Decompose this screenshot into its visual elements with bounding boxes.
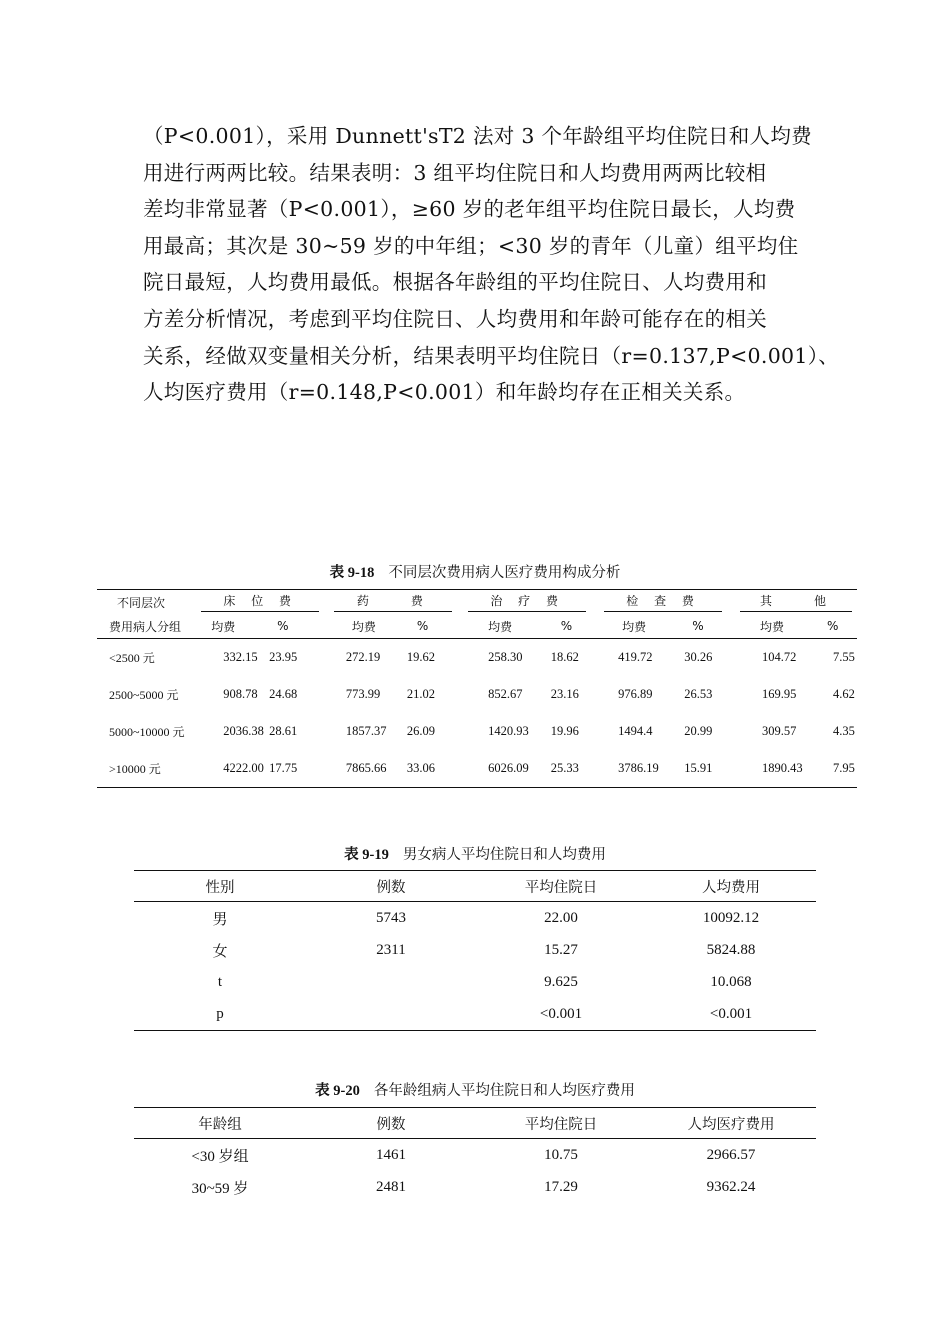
cell-avg-cost: 852.67 (488, 687, 523, 701)
table-cell: 22.00 (544, 909, 578, 926)
sub-header-pct: % (399, 614, 468, 639)
paragraph-line: 用进行两两比较。结果表明：3 组平均住院日和人均费用两两比较相 (143, 160, 767, 185)
cell-percent: 7.55 (833, 650, 855, 664)
cell-avg-cost: 1857.37 (345, 724, 387, 738)
sub-header-pct: % (680, 614, 740, 639)
table-cell: 15.27 (544, 941, 578, 958)
table-20-header-row (134, 1108, 816, 1139)
table-cell: 10092.12 (702, 909, 760, 926)
cell-percent: 24.68 (269, 687, 298, 701)
cell-avg-cost: 419.72 (618, 650, 653, 664)
cell-avg-cost: 6026.09 (488, 761, 529, 775)
row-label: 5000~10000 元 (109, 725, 185, 739)
sub-header-avg: 均费 (201, 614, 265, 639)
table-cell: 10.068 (710, 973, 752, 990)
cell-percent: 19.96 (550, 724, 579, 738)
cell-percent: 23.95 (269, 650, 298, 664)
sub-header-avg: 均费 (334, 614, 399, 639)
table-20-number: 表 9-20 (315, 1083, 360, 1099)
table-19-number: 表 9-19 (344, 847, 389, 863)
header-count: 例数 (306, 871, 476, 902)
table-19-title: 男女病人平均住院日和人均费用 (402, 847, 606, 863)
cell-percent: 21.02 (406, 687, 435, 701)
cell-percent: 17.75 (269, 761, 298, 775)
body-paragraph (143, 118, 840, 411)
table-20-caption (0, 1079, 950, 1100)
cell-avg-cost: 104.72 (762, 650, 797, 664)
table-19-caption (0, 843, 950, 864)
table-18-subheader-row (97, 614, 857, 639)
row-label: 2500~5000 元 (109, 688, 179, 702)
header-age-group: 年龄组 (134, 1108, 306, 1139)
table-18 (97, 589, 857, 788)
paragraph-line: （P<0.001），采用 Dunnett'sT2 法对 3 个年龄组平均住院日和人均费 (143, 124, 812, 148)
cell-percent: 19.62 (406, 650, 435, 664)
table-row (134, 966, 816, 998)
table-cell: 女 (212, 943, 228, 960)
table-18-header-row (97, 590, 857, 615)
paragraph-line: 用最高；其次是 30~59 岁的中年组；<30 岁的青年（儿童）组平均住 (143, 233, 799, 258)
table-cell: 17.29 (544, 1178, 578, 1195)
group-header-bed: 床 位 费 (201, 590, 334, 615)
cell-percent: 30.26 (684, 650, 713, 664)
table-row (134, 998, 816, 1031)
cell-avg-cost: 309.57 (762, 724, 797, 738)
cell-percent: 26.53 (684, 687, 713, 701)
cell-avg-cost: 908.78 (223, 687, 258, 701)
table-row (97, 676, 857, 713)
cell-avg-cost: 773.99 (345, 687, 381, 701)
row-header-top: 不同层次 (117, 595, 166, 610)
header-gender: 性别 (134, 871, 306, 902)
cell-avg-cost: 1890.43 (762, 761, 803, 775)
cell-avg-cost: 272.19 (345, 650, 381, 664)
table-cell: <30 岁组 (191, 1148, 249, 1165)
cell-percent: 28.61 (269, 724, 298, 738)
header-avg-stay: 平均住院日 (476, 871, 646, 902)
cell-percent: 23.16 (550, 687, 579, 701)
sub-header-avg: 均费 (468, 614, 543, 639)
cell-percent: 4.62 (833, 687, 855, 701)
table-18-number: 表 9-18 (329, 565, 375, 581)
cell-percent: 33.06 (406, 761, 435, 775)
table-cell: <0.001 (709, 1005, 753, 1022)
cell-percent: 26.09 (406, 724, 435, 738)
table-20-title: 各年龄组病人平均住院日和人均医疗费用 (373, 1083, 635, 1099)
table-cell: 2481 (376, 1178, 406, 1195)
group-header-exam: 检 查 费 (604, 590, 740, 615)
sub-header-pct: % (265, 614, 334, 639)
cell-avg-cost: 976.89 (618, 687, 653, 701)
paragraph-line: 人均医疗费用（r=0.148,P<0.001）和年龄均存在正相关关系。 (143, 380, 746, 405)
cell-avg-cost: 332.15 (223, 650, 258, 664)
table-19-header-row (134, 871, 816, 902)
group-header-drug: 药 费 (334, 590, 468, 615)
header-count: 例数 (306, 1108, 476, 1139)
table-row (134, 1139, 816, 1172)
header-avg-medical-cost: 人均医疗费用 (646, 1108, 816, 1139)
cell-percent: 7.95 (833, 761, 855, 775)
row-label: <2500 元 (109, 651, 155, 665)
table-row (134, 1171, 816, 1203)
row-label: >10000 元 (109, 762, 161, 776)
paragraph-line: 院日最短，人均费用最低。根据各年龄组的平均住院日、人均费用和 (143, 270, 767, 295)
group-header-other: 其 他 (740, 590, 857, 615)
group-header-treatment: 治 疗 费 (468, 590, 604, 615)
table-row (97, 639, 857, 677)
table-cell: 2966.57 (706, 1146, 756, 1163)
table-cell: 1461 (376, 1146, 406, 1163)
cell-avg-cost: 3786.19 (618, 761, 659, 775)
cell-percent: 4.35 (833, 724, 855, 738)
paragraph-line: 差均非常显著（P<0.001），≥60 岁的老年组平均住院日最长，人均费 (143, 197, 796, 222)
cell-avg-cost: 258.30 (488, 650, 523, 664)
table-cell (306, 966, 476, 998)
header-avg-cost: 人均费用 (646, 871, 816, 902)
sub-header-pct: % (543, 614, 604, 639)
cell-percent: 15.91 (684, 761, 713, 775)
table-cell: 10.75 (544, 1146, 578, 1163)
sub-header-avg: 均费 (604, 614, 680, 639)
table-cell: 9.625 (544, 973, 578, 990)
cell-percent: 18.62 (550, 650, 579, 664)
table-19 (134, 870, 816, 1031)
table-cell: 9362.24 (706, 1178, 756, 1195)
cell-percent: 25.33 (550, 761, 579, 775)
table-cell: t (217, 973, 223, 990)
header-avg-stay: 平均住院日 (476, 1108, 646, 1139)
cell-avg-cost: 4222.00 (223, 761, 264, 775)
table-row (97, 713, 857, 750)
sub-header-pct: % (825, 614, 857, 639)
cell-avg-cost: 169.95 (762, 687, 797, 701)
table-cell: 5743 (376, 909, 406, 926)
cell-avg-cost: 1420.93 (488, 724, 529, 738)
cell-percent: 20.99 (684, 724, 713, 738)
paragraph-line: 关系，经做双变量相关分析，结果表明平均住院日（r=0.137,P<0.001）、 (143, 343, 840, 368)
table-cell: 男 (212, 911, 228, 928)
cell-avg-cost: 7865.66 (345, 761, 387, 775)
table-row (134, 902, 816, 935)
table-cell (306, 998, 476, 1031)
cell-avg-cost: 1494.4 (618, 724, 653, 738)
table-cell: 30~59 岁 (191, 1180, 249, 1197)
paragraph-line: 方差分析情况，考虑到平均住院日、人均费用和年龄可能存在的相关 (143, 306, 767, 331)
table-row (97, 750, 857, 788)
row-header-bottom: 费用病人分组 (97, 614, 201, 639)
table-row (134, 934, 816, 966)
table-20 (134, 1107, 816, 1203)
table-18-caption (0, 561, 950, 582)
table-cell: 2311 (376, 941, 406, 958)
table-cell: p (216, 1005, 224, 1022)
sub-header-avg: 均费 (740, 614, 825, 639)
cell-avg-cost: 2036.38 (223, 724, 264, 738)
table-cell: 5824.88 (706, 941, 756, 958)
table-18-title: 不同层次费用病人医疗费用构成分析 (388, 565, 621, 581)
table-cell: <0.001 (539, 1005, 583, 1022)
